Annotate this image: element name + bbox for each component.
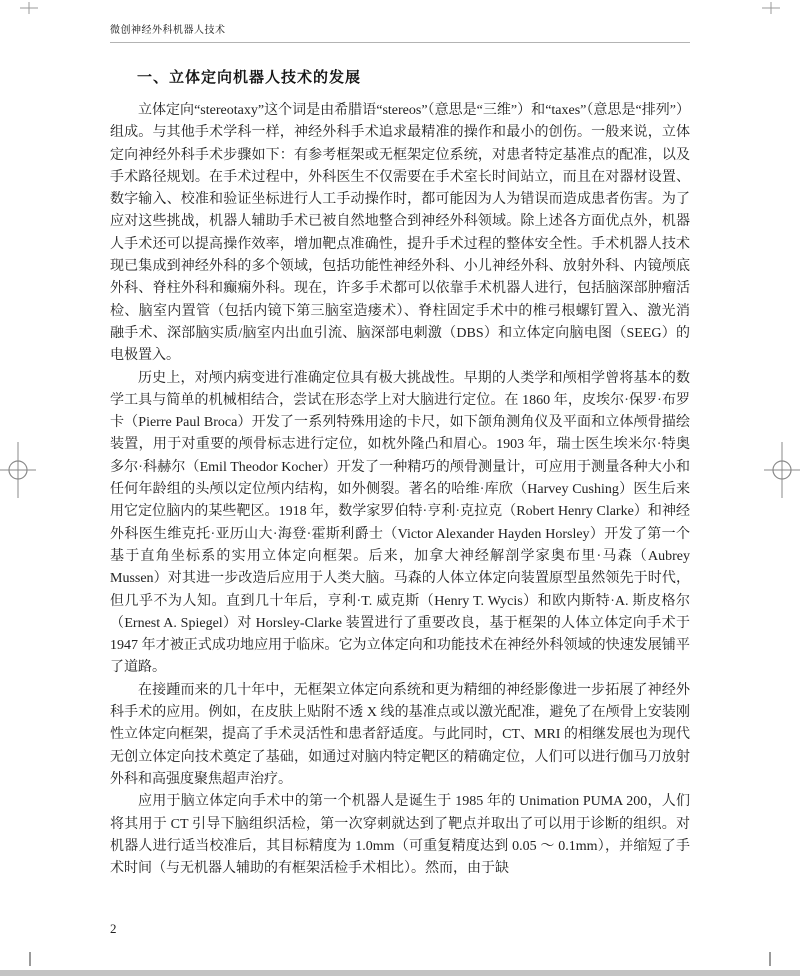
page-number: 2 <box>110 921 117 936</box>
section-heading: 一、立体定向机器人技术的发展 <box>137 70 362 86</box>
registration-mark-right <box>764 442 800 498</box>
paragraph: 应用于脑立体定向手术中的第一个机器人是诞生于 1985 年的 Unimation PUMA 200，人们将其用于 CT 引导下脑组织活检，第一次穿刺就达到了靶点并取出了可以用于诊断的组织。对机器人进行适当校准后，其目标精度为 1.0mm（可重复精度达到 0.05 ～ 0.1mm），并缩短了手术时间（与无机器人辅助的有框架活检手术相比）。然而，由于缺 <box>110 794 690 877</box>
paragraph: 历史上，对颅内病变进行准确定位具有极大挑战性。早期的人类学和颅相学曾将基本的数学工具与简单的机械相结合，尝试在形态学上对大脑进行定位。在 1860 年，皮埃尔·保罗·布罗卡（Pierre Paul Broca）开发了一系列特殊用途的卡尺，如下颌角测角仪及平面和立体颅骨描绘装置，用于对重要的颅骨标志进行定位，如枕外隆凸和眉心。1903 年，瑞士医生埃米尔·特奥多尔·科赫尔（Emil Theodor Kocher）开发了一种精巧的颅骨测量计，可应用于测量各种大小和任何年龄组的头颅以定位颅内结构，如外侧裂。著名的哈维·库欣（Harvey Cushing）医生后来用它定位脑内的某些靶区。1918 年，数学家罗伯特·亨利·克拉克（Robert Henry Clarke）和神经外科医生维克托·亚历山大·海登·霍斯利爵士（Victor Alexander Hayden Horsley）开发了第一个基于直角坐标系的实用立体定向框架。后来，加拿大神经解剖学家奥布里·马森（Aubrey Mussen）对其进一步改造后应用于人类大脑。马森的人体立体定向装置原型虽然领先于时代，但几乎不为人知。直到几十年后，亨利·T. 威克斯（Henry T. Wycis）和欧内斯特·A. 斯皮格尔（Ernest A. Spiegel）对 Horsley-Clarke 装置进行了重要改良，基于框架的人体立体定向手术于 1947 年才被正式成功地应用于临床。它为立体定向和功能技术在神经外科领域的快速发展铺平了道路。 <box>110 370 690 676</box>
paragraph: 立体定向“stereotaxy”这个词是由希腊语“stereos”（意思是“三维”）和“taxes”（意思是“排列”）组成。与其他手术学科一样，神经外科手术追求最精准的操作和最小的创伤。一般来说，立体定向神经外科手术步骤如下：有参考框架或无框架定位系统，对患者特定基准点的配准，以及手术路径规划。在手术过程中，外科医生不仅需要在手术室长时间站立，而且在对器材设置、数字输入、校准和验证坐标进行人工手动操作时，都可能因为人为错误而造成患者伤害。为了应对这些挑战，机器人辅助手术已被自然地整合到神经外科领域。除上述各方面优点外，机器人手术还可以提高操作效率，增加靶点准确性，提升手术过程的整体安全性。手术机器人技术现已集成到神经外科的多个领域，包括功能性神经外科、小儿神经外科、放射外科、内镜颅底外科、脊柱外科和癫痫外科。现在，许多手术都可以依靠手术机器人进行，包括脑深部肿瘤活检、脑室内置管（包括内镜下第三脑室造瘘术）、脊柱固定手术中的椎弓根螺钉置入、激光消融手术、深部脑实质/脑室内出血引流、脑深部电刺激（DBS）和立体定向脑电图（SEEG）的电极置入。 <box>110 103 690 364</box>
crop-mark-top-right <box>762 2 780 14</box>
paragraph: 在接踵而来的几十年中，无框架立体定向系统和更为精细的神经影像进一步拓展了神经外科手术的应用。例如，在皮肤上贴附不透 X 线的基准点或以激光配准，避免了在颅骨上安装刚性立体定向框架，提高了手术灵活性和患者舒适度。与此同时，CT、MRI 的相继发展也为现代无创立体定向技术奠定了基础，如通过对脑内特定靶区的精确定位，人们可以进行伽马刀放射外科和高强度聚焦超声治疗。 <box>110 682 690 787</box>
page-edge-shadow <box>0 970 800 976</box>
crop-mark-bottom-right <box>769 952 771 966</box>
header-rule <box>110 42 690 43</box>
page-body <box>110 66 690 880</box>
registration-mark-left <box>0 442 36 498</box>
running-head: 微创神经外科机器人技术 <box>110 25 226 36</box>
crop-mark-bottom-left <box>29 952 31 966</box>
crop-mark-top-left <box>20 2 38 14</box>
